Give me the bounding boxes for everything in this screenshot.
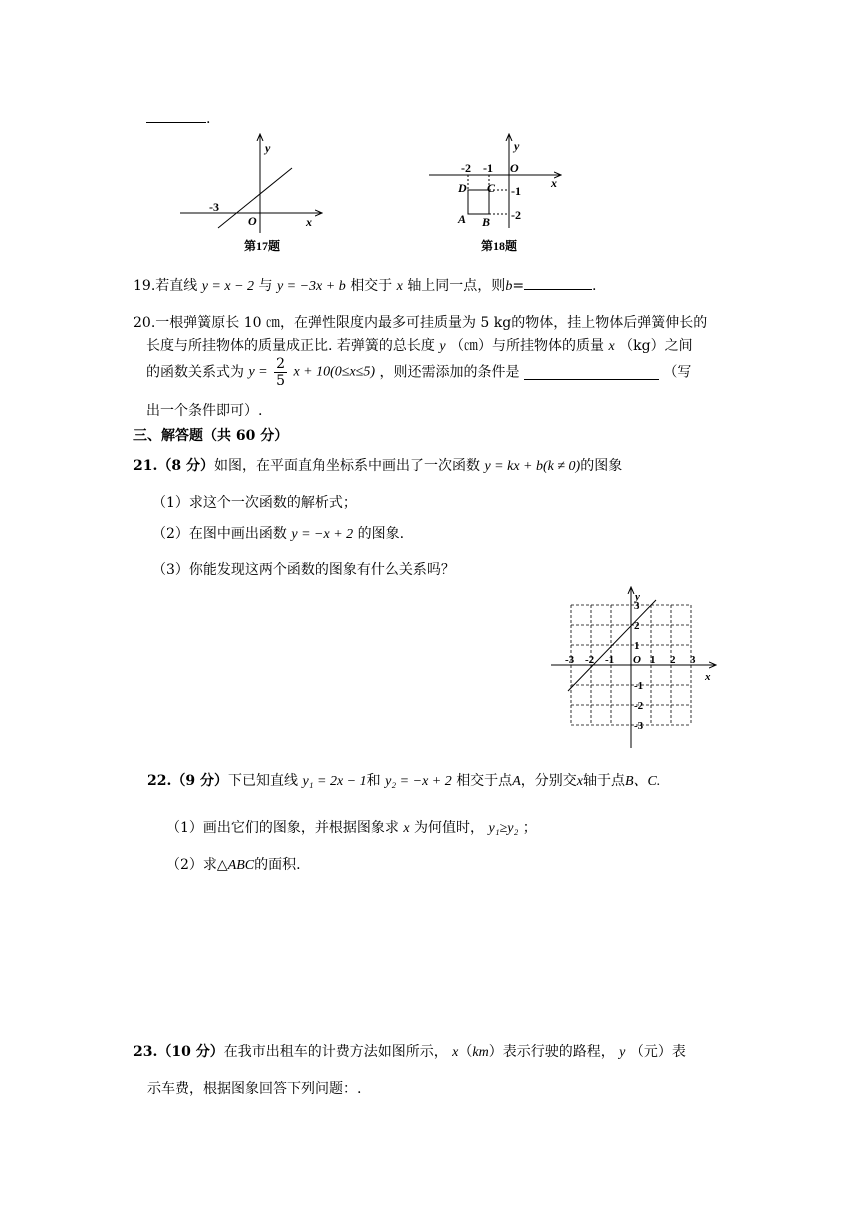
point-c-label: C bbox=[487, 181, 496, 195]
figure-18 bbox=[425, 128, 575, 260]
origin-label: O bbox=[248, 214, 257, 228]
figure-caption: 第17题 bbox=[244, 239, 281, 253]
question-20: 20.一根弹簧原长 10 ㎝，在弹性限度内最多可挂质量为 5 kg的物体，挂上物体后弹簧伸长的 bbox=[133, 315, 708, 331]
tick-x-minus1: -1 bbox=[605, 654, 615, 666]
tick-x-minus2: -2 bbox=[585, 654, 595, 666]
tick-y-minus2: -2 bbox=[634, 700, 644, 712]
tick-x-2: 2 bbox=[670, 654, 676, 666]
point-a-label: A bbox=[458, 212, 467, 226]
tick-x-1: 1 bbox=[650, 654, 656, 666]
question-21-sub2: （2）在图中画出函数 y = −x + 2 的图象. bbox=[152, 526, 405, 542]
x-axis-label: x bbox=[306, 215, 312, 229]
top-answer-blank: . bbox=[146, 108, 210, 127]
origin-label: O bbox=[510, 161, 519, 175]
section-heading: 三、解答题（共 60 分） bbox=[133, 428, 289, 444]
intercept-label: -3 bbox=[209, 200, 219, 214]
x-axis-label: x bbox=[551, 176, 557, 190]
point-b-label: B bbox=[482, 215, 491, 229]
tick-y-minus3: -3 bbox=[634, 720, 644, 732]
tick-y-2: 2 bbox=[634, 620, 640, 632]
tick-y-1: 1 bbox=[634, 640, 640, 652]
question-22: 22.（9 分）下已知直线 y₁ = 2x − 1和 y₂ = −x + 2 相交于点A，分别交x轴于点B、C. bbox=[147, 773, 661, 789]
y-axis-label: y bbox=[635, 591, 640, 603]
tick-y-minus2: -2 bbox=[511, 208, 521, 222]
x-axis-label: x bbox=[705, 671, 711, 683]
square-abcd bbox=[468, 190, 489, 214]
y-axis-label: y bbox=[265, 141, 271, 155]
tick-x-minus1: -1 bbox=[483, 161, 493, 175]
point-d-label: D bbox=[458, 181, 467, 195]
question-22-sub2: （2）求△ABC的面积. bbox=[166, 857, 301, 873]
tick-y-3: 3 bbox=[634, 600, 640, 612]
figure-caption: 第18题 bbox=[481, 239, 518, 253]
fraction-2-5: $\frac{2}{5}$ bbox=[276, 356, 285, 389]
answer-blank bbox=[524, 275, 592, 290]
question-20-line4: 出一个条件即可）. bbox=[146, 403, 263, 419]
graph-line bbox=[568, 600, 656, 691]
question-21-sub1: （1）求这个一次函数的解析式； bbox=[152, 495, 357, 511]
tick-y-minus1: -1 bbox=[634, 680, 644, 692]
tick-x-3: 3 bbox=[690, 654, 696, 666]
question-23: 23.（10 分）在我市出租车的计费方法如图所示， x（km）表示行驶的路程， y （元）表 bbox=[133, 1044, 686, 1060]
question-22-sub1: （1）画出它们的图象，并根据图象求 x 为何值时， y₁≥y₂ ； bbox=[166, 820, 537, 836]
answer-blank bbox=[524, 365, 659, 380]
question-21: 21.（8 分）如图，在平面直角坐标系中画出了一次函数 y = kx + b(k ≠ 0)的图象 bbox=[133, 458, 623, 474]
question-23-line2: 示车费，根据图象回答下列问题：. bbox=[147, 1081, 362, 1097]
question-20-line2: 长度与所挂物体的质量成正比. 若弹簧的总长度 y （㎝）与所挂物体的质量 x （kg）之间 bbox=[146, 338, 693, 354]
question-21-sub3: （3）你能发现这两个函数的图象有什么关系吗？ bbox=[152, 562, 455, 578]
figure-17 bbox=[170, 128, 340, 260]
tick-y-minus1: -1 bbox=[511, 184, 521, 198]
question-20-line3: 的函数关系式为 y = $\frac{2}{5}$ x + 10(0≤x≤5) ，则还需添加的条件是 （写 bbox=[146, 356, 692, 389]
question-19: 19.若直线 y = x − 2 与 y = −3x + b 相交于 x 轴上同一点，则b= . bbox=[133, 275, 597, 295]
tick-x-minus2: -2 bbox=[461, 161, 471, 175]
figure-21 bbox=[548, 584, 723, 752]
tick-x-minus3: -3 bbox=[565, 654, 575, 666]
y-axis-label: y bbox=[514, 139, 520, 153]
origin-label: O bbox=[633, 654, 641, 666]
